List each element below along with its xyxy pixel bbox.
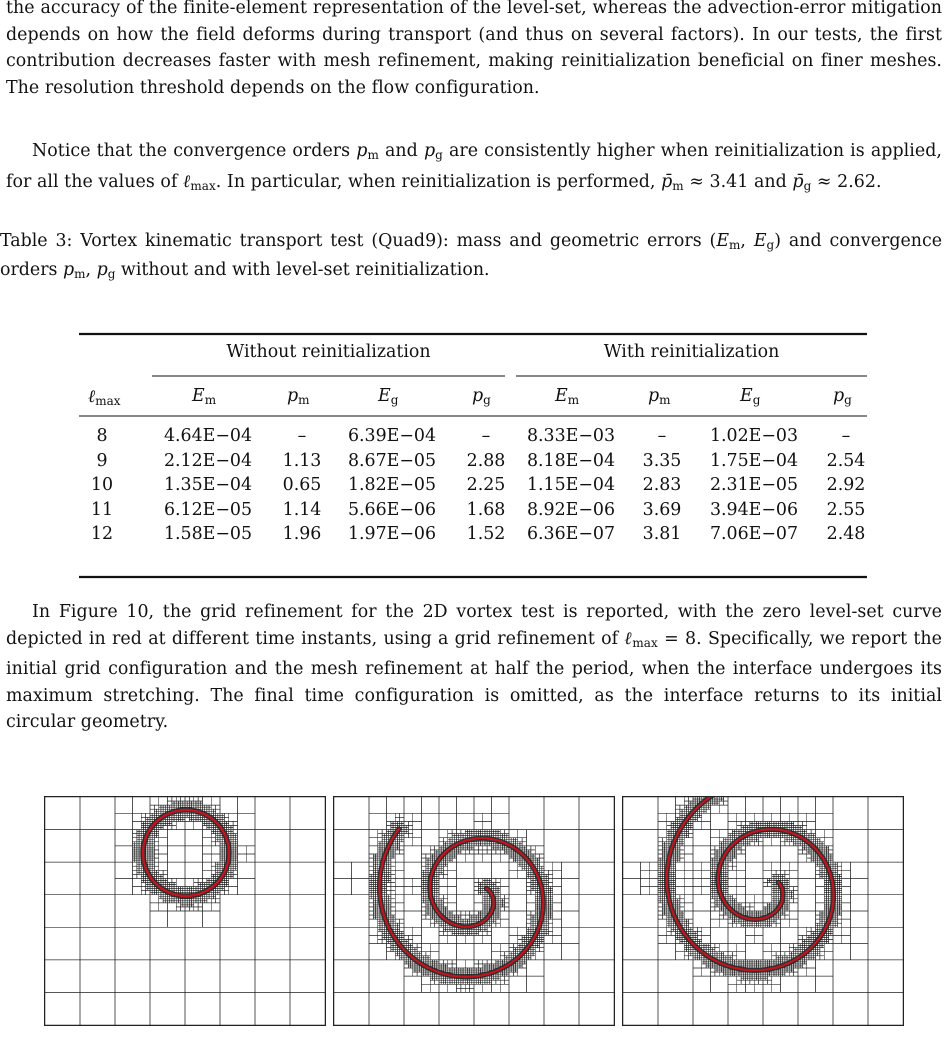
- math-caption-p-g: $p_g$: [96, 260, 116, 281]
- table-cell: 1.15E−04: [526, 475, 616, 495]
- table-cell: 4.64E−04: [163, 426, 253, 446]
- caption-text-a: Table 3: Vortex kinematic transport test (Quad9): mass and geometric errors (: [0, 231, 717, 251]
- group-header-with: With reinitialization: [603, 342, 780, 362]
- table-cell: 2.88: [466, 450, 506, 471]
- math-l-max: ℓ$_{max}$: [183, 171, 216, 193]
- table-cell: 1.02E−03: [709, 426, 799, 446]
- table-cell: 10: [90, 475, 114, 495]
- table-cell: 8.33E−03: [526, 426, 616, 446]
- col-e-g-without: $E_g$: [378, 386, 399, 407]
- table-cell: 2.54: [826, 450, 866, 471]
- table-cell: 2.31E−05: [709, 475, 799, 495]
- table-cell: 1.97E−06: [347, 524, 437, 544]
- col-p-g-with: $p_g$: [833, 386, 852, 407]
- table-cell: 2.55: [826, 499, 866, 520]
- table-cell: 1.14: [282, 499, 322, 520]
- table-cell: 1.75E−04: [709, 450, 799, 471]
- table-cell: 3.69: [642, 499, 682, 520]
- math-e-g: $E_g$: [753, 231, 775, 252]
- table-cell: 6.36E−07: [526, 524, 616, 544]
- table-cell: 0.65: [282, 475, 322, 495]
- table-cell: 6.12E−05: [163, 499, 253, 520]
- column-headers: [6, 386, 942, 412]
- table-caption: Table 3: Vortex kinematic transport test (Quad9): mass and geometric errors ($E_m$, $E_g$) and convergence orders $p_m$, $p_g$ without and with level-set reinitialization.: [0, 231, 942, 281]
- paragraph-3: In Figure 10, the grid refinement for the 2D vortex test is reported, with the zero level-set curve depicted in red at different time instants, using a grid refinement of ℓ$_{max}$ = 8. Specifically, we report the initial grid configuration and the mesh refinement at half the period, when the interface undergoes its maximum stretching. The final time configuration is omitted, as the interface returns to its initial circular geometry.: [6, 602, 943, 732]
- paragraph-1: [6, 0, 942, 101]
- table-cell: 12: [90, 524, 114, 544]
- figure-10: [44, 796, 904, 1026]
- col-e-m-without: $E_m$: [192, 386, 217, 407]
- panel-initial-level-set-curve: [143, 810, 229, 896]
- table-row: [6, 500, 942, 524]
- math-p-g: $p_g$: [423, 141, 443, 162]
- table-cell: 1.35E−04: [163, 475, 253, 495]
- table-row: [6, 475, 942, 499]
- caption-text-b: ) and convergence orders: [0, 231, 942, 280]
- grid-panel-max-stretch: [622, 796, 904, 1026]
- panel-initial-mesh: [45, 797, 325, 1025]
- table-cell: 2.83: [642, 475, 682, 495]
- grid-panel-initial: [44, 796, 326, 1026]
- table-cell: 1.52: [466, 524, 506, 544]
- paragraph-2-text-a: Notice that the convergence orders: [32, 141, 357, 161]
- paragraph-2-text-c: . In particular, when reinitialization is performed,: [215, 171, 662, 192]
- table-cell: 8.67E−05: [347, 450, 437, 471]
- col-l-max: ℓ$_{max}$: [88, 387, 121, 408]
- grid-max-stretch-svg: [623, 797, 903, 1025]
- grid-panel-stretch: [333, 796, 615, 1026]
- table-cell: 6.39E−04: [347, 426, 437, 446]
- panel-initial-mesh-cells: [45, 797, 325, 1025]
- table-cell: 1.96: [282, 524, 322, 544]
- table-cell: 2.92: [826, 475, 866, 495]
- table-cell: 2.12E−04: [163, 450, 253, 471]
- math-p-g-bar: $p̄_g$: [792, 171, 812, 193]
- table-cell: 1.58E−05: [163, 524, 253, 544]
- grid-initial-svg: [45, 797, 325, 1025]
- math-p-m: $p_m$: [356, 141, 379, 162]
- table-cell: 8.92E−06: [526, 499, 616, 520]
- col-e-m-with: $E_m$: [555, 386, 580, 407]
- table-cell: –: [841, 426, 851, 446]
- col-p-m-without: $p_m$: [287, 386, 310, 407]
- grid-stretch-svg: [334, 797, 614, 1025]
- panel-stretch-mesh: [334, 797, 614, 1025]
- paragraph-3-text-a: In Figure 10, the grid refinement for the 2D vortex test is reported, with the zero level-set curve depicted in red at different time instants, using a grid refinement of: [6, 602, 942, 649]
- table-cell: 3.35: [642, 450, 682, 471]
- col-p-g-without: $p_g$: [472, 386, 491, 407]
- paragraph-3-text-b: 8. Specifically, we report the initial grid configuration and the mesh refinement at half the period, when the interface undergoes its maximum stretching. The final time configuration is omitted, as the interface returns to its initial circular geometry.: [6, 628, 943, 732]
- table-cell: 7.06E−07: [709, 524, 799, 544]
- table-cell: 2.48: [826, 524, 866, 544]
- table-row: [6, 524, 942, 548]
- math-caption-p-m: $p_m$: [62, 260, 86, 281]
- table-cell: 3.94E−06: [709, 499, 799, 520]
- table-cell: 9: [96, 450, 108, 471]
- col-p-m-with: $p_m$: [648, 386, 671, 407]
- table-cell: –: [297, 426, 307, 446]
- table-cell: 11: [90, 499, 114, 520]
- table-cell: 8.18E−04: [526, 450, 616, 471]
- paragraph-2: Notice that the convergence orders $p_m$ and $p_g$ are consistently higher when reinitialization is applied, for all the values of ℓ$_{max}$. In particular, when reinitialization is performed, $p̄_m \approx 3.41$ and $p̄_g \approx 2.62$.: [6, 141, 942, 193]
- table-cell: 3.81: [642, 524, 682, 544]
- table-row: [6, 426, 942, 450]
- panel-max-stretch-refinement-band: [667, 797, 834, 970]
- paragraph-2-text-b: are consistently higher when reinitialization is applied, for all the values of: [6, 141, 942, 192]
- table-cell: –: [481, 426, 491, 446]
- panel-stretch-mesh-cells: [334, 797, 614, 1025]
- table-cell: –: [657, 426, 667, 446]
- paragraph-2-text-d: 3.41 and: [709, 171, 793, 192]
- table-cell: 5.66E−06: [347, 499, 437, 520]
- table-cell: 1.13: [282, 450, 322, 471]
- col-e-g-with: $E_g$: [740, 386, 761, 407]
- results-table-wrap: [6, 331, 942, 581]
- group-header-without: Without reinitialization: [226, 342, 431, 362]
- caption-text-c: without and with level-set reinitialization.: [115, 260, 490, 280]
- paragraph-1-text: the accuracy of the finite-element representation of the level-set, whereas the advection-error mitigation depends on how the field deforms during transport (and thus on several factors). In our tests, the first contribution decreases faster with mesh refinement, making reinitialization beneficial on finer meshes. The resolution threshold depends on the flow configuration.: [6, 0, 942, 98]
- math-e-m: $E_m$: [716, 231, 741, 252]
- table-cell: 1.68: [466, 499, 506, 520]
- math-p-m-bar: $p̄_m$: [661, 171, 684, 193]
- table-cell: 8: [96, 426, 108, 446]
- math-p3-l-max: ℓ$_{max}$: [624, 628, 658, 650]
- table-cell: 1.82E−05: [347, 475, 437, 495]
- paragraph-2-text-e: 2.62.: [837, 171, 882, 192]
- table-row: [6, 451, 942, 475]
- table-cell: 2.25: [466, 475, 506, 495]
